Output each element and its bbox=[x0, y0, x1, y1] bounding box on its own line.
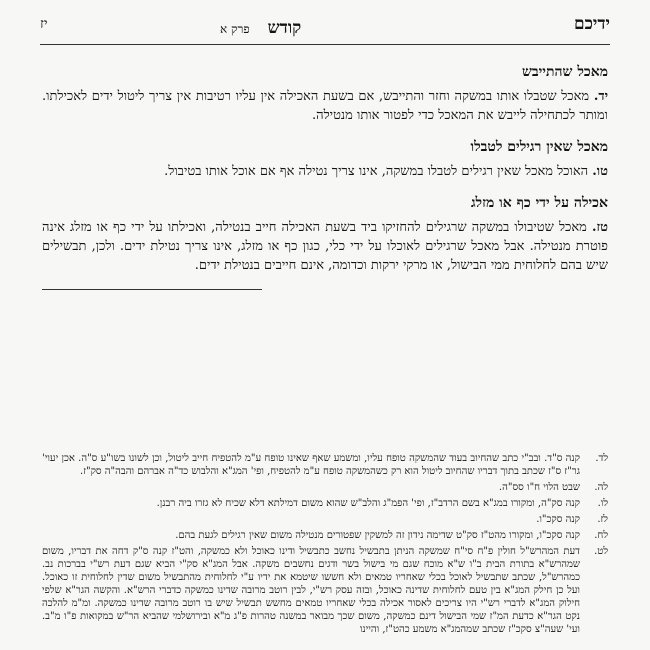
footnote-text: דעת המהרש"ל חולין פ"ח סי"ח שמשקה הניתן בתבשיל נחשב כתבשיל ודינו כאוכל ולא כמשקה, והט"ז קנה ס"ק דחה את דבריו, משום שמהרש"א בתורת הבית ב"ו ש"א מוכח שגם מי בישול בשר ודגים נחשבים משקה. אבל המג"א סק"י הביא שגם דעת רש"י בברכות נב. כמהרש"ל, שכתב שתבשיל לאוכל בכלי שאחריו טמאים ולא חששו שיטמא את ידיו ע"י לחלוחית מהתבשיל משום שדין לחלוחית זו כאוכל. ועל כן חילק המג"א בין טעם לחלוחית שדינה כאוכל, ובזה עסק רש"י, לבין רוטב מרובה שדינו כמשקה כדברי הרש"א. והקשה הגר"א שלפי חילוק המג"א לדברי רש"י היו צריכים לאסור אכילה בכלי שאחריו טמאים מחשש תבשיל שיש בו רוטב מרובה שדינו כמשקה. ומ"מ להלכה נקט הגר"א כדעת המ"ז שמי הבישול דינם כמשקה, משום שכך מבואר במשנה טהרות פ"ג מ"א ובירושלמי שהביא הר"ש במקואות פ"ו מ"ב. ועי' שעה"צ סקכ"ז שכתב שמהמג"א משמע כהט"ז, והיינו bbox=[42, 546, 580, 635]
section-paragraph bbox=[42, 87, 608, 125]
paragraph-text: מאכל שטבלו אותו במשקה וחזר והתייבש, אם בשעת האכילה אין עליו רטיבות אין צריך ליטול ידים לאכילתו. ומותר לכתחילה לייבש את המאכל כדי לפטור אותו מנטילה. bbox=[42, 89, 608, 123]
footnote-number: לד. bbox=[595, 453, 608, 464]
footnote-number: לו. bbox=[597, 498, 608, 509]
footnote bbox=[42, 497, 608, 510]
footnote bbox=[42, 481, 608, 494]
paragraph-text: מאכל שטיבולו במשקה שרגילים להחזיקו ביד בשעת האכילה חייב בנטילה, ואכילתו על ידי כף או מזלג אינה פוטרת מנטילה. אבל מאכל שרגילים לאוכלו על ידי כלי, כגון כף או מזלג, אינו צריך נטילת ידים. ולכן, תבשילים שיש בהם לחלוחית ממי הבישול, או מרקי ירקות וכדומה, אינם חייבים בנטילת ידים. bbox=[42, 220, 608, 273]
footnotes bbox=[42, 452, 608, 639]
footnote-text: שבט הלוי ח"ו סס"ה. bbox=[498, 482, 580, 493]
header-title: ידיכם bbox=[573, 14, 610, 34]
footnote-text: קנה סקכ"ו. bbox=[536, 514, 580, 525]
header-section-name: קודש bbox=[267, 18, 302, 38]
footnote bbox=[42, 513, 608, 526]
paragraph-number: טו. bbox=[592, 164, 608, 179]
section-heading: אכילה על ידי כף או מזלג bbox=[470, 195, 608, 211]
footnote-separator bbox=[42, 289, 262, 290]
section-heading: מאכל שאין רגילים לטבלו bbox=[470, 139, 608, 155]
page-number: יז bbox=[40, 16, 48, 32]
section-paragraph bbox=[42, 162, 608, 181]
running-header bbox=[40, 14, 610, 45]
footnote-number: לז. bbox=[597, 514, 608, 525]
paragraph-number: יד. bbox=[593, 89, 608, 104]
footnote bbox=[42, 452, 608, 478]
footnote-number: לה. bbox=[594, 482, 608, 493]
footnote-text: קנה סק"ה, ומקורו במג"א בשם הרדב"ז, ופי' הפמ"ג והלב"ש שהוא משום דמילתא דלא שכיח לא גזרו ביה רבנן. bbox=[156, 498, 580, 509]
footnote bbox=[42, 545, 608, 636]
main-text bbox=[42, 64, 608, 298]
footnote-text: קנה סקכ"ו, ומקורו מהט"ז סק"ט שדימה נידון זה למשקין שפטורים מנטילה משום שאין רגילים לגעת בהם. bbox=[175, 530, 580, 541]
footnote-number: לח. bbox=[594, 530, 608, 541]
section-paragraph bbox=[42, 218, 608, 275]
footnote-text: קנה ס"ד. ובב"י כתב שהחיוב בעוד שהמשקה טופח עליו, ומשמע שאף שאינו טופח ע"מ להטפיח חייב ליטול, וכן לשונו בשו"ע ס"ה. אכן יעוי' גר"ז ס"ז שכתב בתוך דבריו שהחיוב ליטול הוא רק כשהמשקה טופח ע"מ להטפיח, ופי' המג"א והלבוש כד"ה אברהם והבה"ה סק"ז. bbox=[42, 453, 580, 477]
header-center bbox=[220, 18, 301, 38]
paragraph-text: האוכל מאכל שאין רגילים לטבלו במשקה, אינו צריך נטילה אף אם אוכל אותו בטיבול. bbox=[164, 164, 589, 179]
section-heading: מאכל שהתייבש bbox=[521, 64, 608, 80]
footnote bbox=[42, 529, 608, 542]
header-chapter: פרק א bbox=[220, 22, 250, 36]
footnote-number: לט. bbox=[594, 546, 608, 557]
paragraph-number: טז. bbox=[591, 220, 608, 235]
